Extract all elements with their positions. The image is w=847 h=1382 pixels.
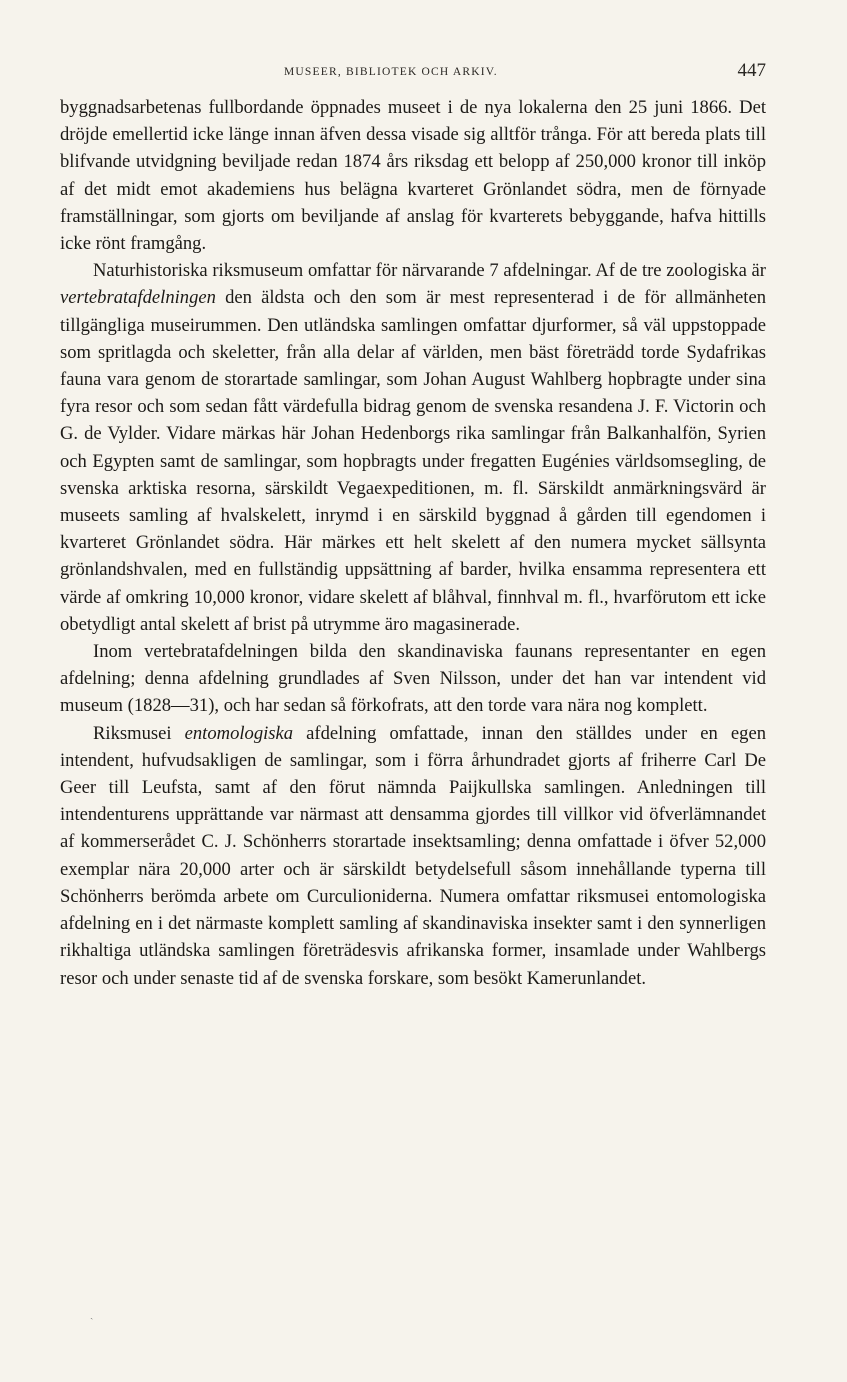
paragraph-4: [60, 720, 766, 992]
paragraph-text: Inom vertebratafdelningen bilda den skandinaviska faunans representanter en egen afdelning; denna afdelning grundlades af Sven Nilsson, under det han var intendent vid museum (1828—31), och har sedan så förkofrats, att den torde vara nära nog komplett.: [60, 641, 766, 717]
paragraph-text: afdelning omfattade, innan den ställdes under en egen intendent, hufvudsakligen de samlingar, som i förra århundradet gjorts af friherre Carl De Geer till Leufsta, samt af den förut nämnda Paijkullska samlingen. Anledningen till intendenturens upprättande var närmast att densamma gjordes till villkor vid öfverlämnandet af kommerserådet C. J. Schönherrs storartade insektsamling; denna omfattade i öfver 52,000 exemplar nära 20,000 arter och är särskildt betydelsefull såsom innehållande typerna till Schönherrs berömda arbete om Curculioniderna. Numera omfattar riksmusei entomologiska afdelning en i det närmaste komplett samling af skandinaviska insekter samt i den synnerligen rikhaltiga utländska samlingen företrädesvis afrikanska former, insamlade under Wahlbergs resor och under senaste tid af de svenska forskare, som besökt Kamerunlandet.: [60, 722, 766, 989]
running-title: MUSEER, BIBLIOTEK OCH ARKIV.: [284, 66, 498, 78]
running-header: [60, 60, 766, 84]
paragraph-text: den äldsta och den som är mest representerad i de för allmänheten tillgängliga museirummen. Den utländska samlingen omfattar djurformer, så väl uppstoppade som spritlagda och skeletter, från alla delar af världen, men bäst företrädd torde Sydafrikas fauna vara genom de storartade samlingar, som Johan August Wahlberg hopbragte under sina fyra resor och som sedan fått värdefulla bidrag genom de svenska resandena J. F. Victorin och G. de Vylder. Vidare märkas här Johan Hedenborgs rika samlingar från Balkanhalfön, Syrien och Egypten samt de samlingar, som hopbragts under fregatten Eugénies världsomsegling, de svenska arktiska resorna, särskildt Vegaexpeditionen, m. fl. Särskildt anmärkningsvärd är museets samling af hvalskelett, inrymd i en särskild byggnad å gården till egendomen i kvarteret Grönlandet södra. Här märkes ett helt skelett af den numera mycket sällsynta grönlandshvalen, med en fullständig uppsättning af barder, hvilka ensamma representera ett värde af omkring 10,000 kronor, vidare skelett af blåhval, finnhval m. fl., hvarförutom ett icke obetydligt antal skelett af brist på utrymme äro magasinerade.: [60, 287, 766, 635]
italic-term: entomologiska: [184, 722, 294, 744]
italic-term: vertebratafdelningen: [60, 287, 216, 309]
paragraph-2: [60, 257, 766, 638]
stray-mark-icon: ˏ: [90, 1309, 94, 1320]
body-text: [60, 94, 766, 992]
paragraph-3: [60, 638, 766, 720]
paragraph-1: [60, 94, 766, 257]
paragraph-text: Riksmusei: [93, 722, 185, 744]
page-number: 447: [737, 60, 766, 81]
paragraph-text: Naturhistoriska riksmuseum omfattar för närvarande 7 afdelningar. Af de tre zoologiska är: [93, 260, 766, 282]
paragraph-text: byggnadsarbetenas fullbordande öppnades museet i de nya lokalerna den 25 juni 1866. Det dröjde emellertid icke länge innan äfven dessa visade sig alltför trånga. För att bereda plats till blifvande utvidgning beviljade redan 1874 års riksdag ett belopp af 250,000 kronor till inköp af det midt emot akademiens hus belägna kvarteret Grönlandet södra, men de förnyade framställningar, som gjorts om beviljande af anslag för kvarterets bebyggande, hafva hittills icke rönt framgång.: [60, 97, 766, 255]
